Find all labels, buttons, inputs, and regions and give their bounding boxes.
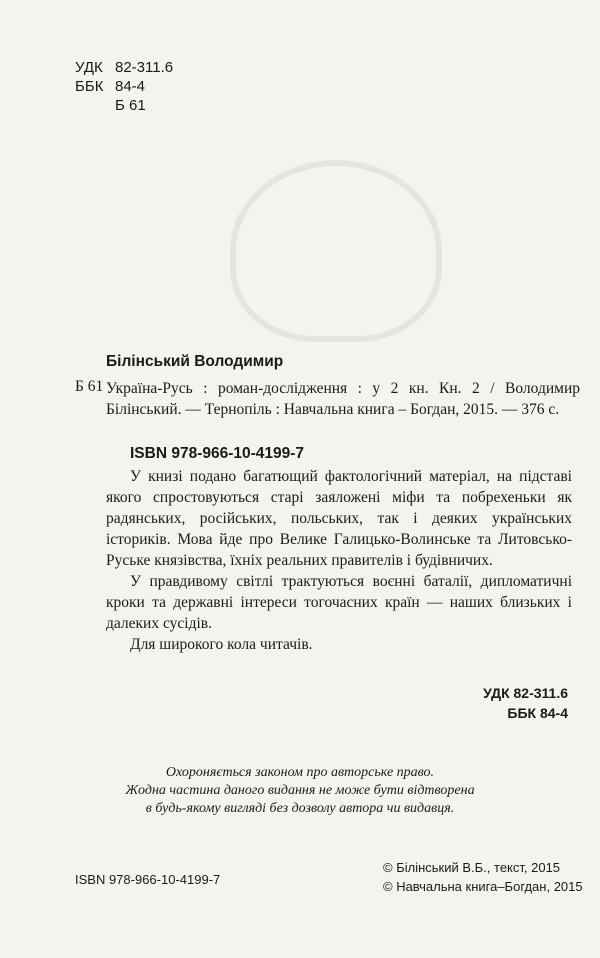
copyright-notice-line: Жодна частина даного видання не може бути відтворена: [125, 783, 475, 798]
isbn-main: ISBN 978-966-10-4199-7: [130, 445, 305, 462]
isbn-bottom: ISBN 978-966-10-4199-7: [75, 872, 221, 887]
udk-label: УДК: [75, 59, 103, 76]
bbk-row: [75, 77, 173, 96]
bbk-right: ББК 84-4: [507, 705, 568, 721]
abstract-paragraph: Для широкого кола читачів.: [130, 636, 313, 653]
udk-row: [75, 58, 173, 77]
classification-codes: [75, 58, 173, 115]
author-mark: Б 61: [115, 97, 146, 114]
author-heading: Білінський Володимир: [106, 353, 284, 370]
copyright-holders: [383, 858, 583, 896]
copyright-notice-line: Охороняється законом про авторське право.: [165, 765, 435, 780]
show-through-emblem: [230, 160, 442, 342]
biblio-author-mark: Б 61: [75, 378, 104, 395]
copyright-line: © Навчальна книга–Богдан, 2015: [383, 879, 583, 894]
bbk-value: 84-4: [115, 78, 146, 95]
bibliographic-description: Україна-Русь : роман-дослідження : у 2 кн. Кн. 2 / Володимир Білінський. — Тернопіль : Навчальна книга – Богдан, 2015. — 376 с.: [106, 380, 580, 418]
copyright-line: © Білінський В.Б., текст, 2015: [383, 860, 561, 875]
udk-value: 82-311.6: [115, 59, 174, 76]
abstract-paragraph: У правдивому світлі трактуються воєнні баталії, дипломатичні кроки та державні інтереси тогочасних країн — наших близьких і далеких сусідів.: [106, 573, 572, 632]
author-mark-row: [75, 96, 173, 115]
abstract-paragraph: У книзі подано багатющий фактологічний матеріал, на підставі якого спростовуються старі заяложені міфи та побрехеньки як радянських, російських, польських, так і деяких українських істориків. Мова йде про Велике Галицько-Волинське та Литовсько-Руське князівства, їхніх реальних правителів і будівничих.: [106, 468, 572, 569]
abstract: [106, 466, 572, 655]
udk-right: УДК 82-311.6: [483, 685, 568, 701]
bbk-label: ББК: [75, 78, 104, 95]
copyright-notice: [0, 764, 600, 818]
classification-codes-right: [483, 683, 568, 723]
copyright-notice-line: в будь-якому вигляді без дозволу автора чи видавця.: [145, 801, 455, 816]
